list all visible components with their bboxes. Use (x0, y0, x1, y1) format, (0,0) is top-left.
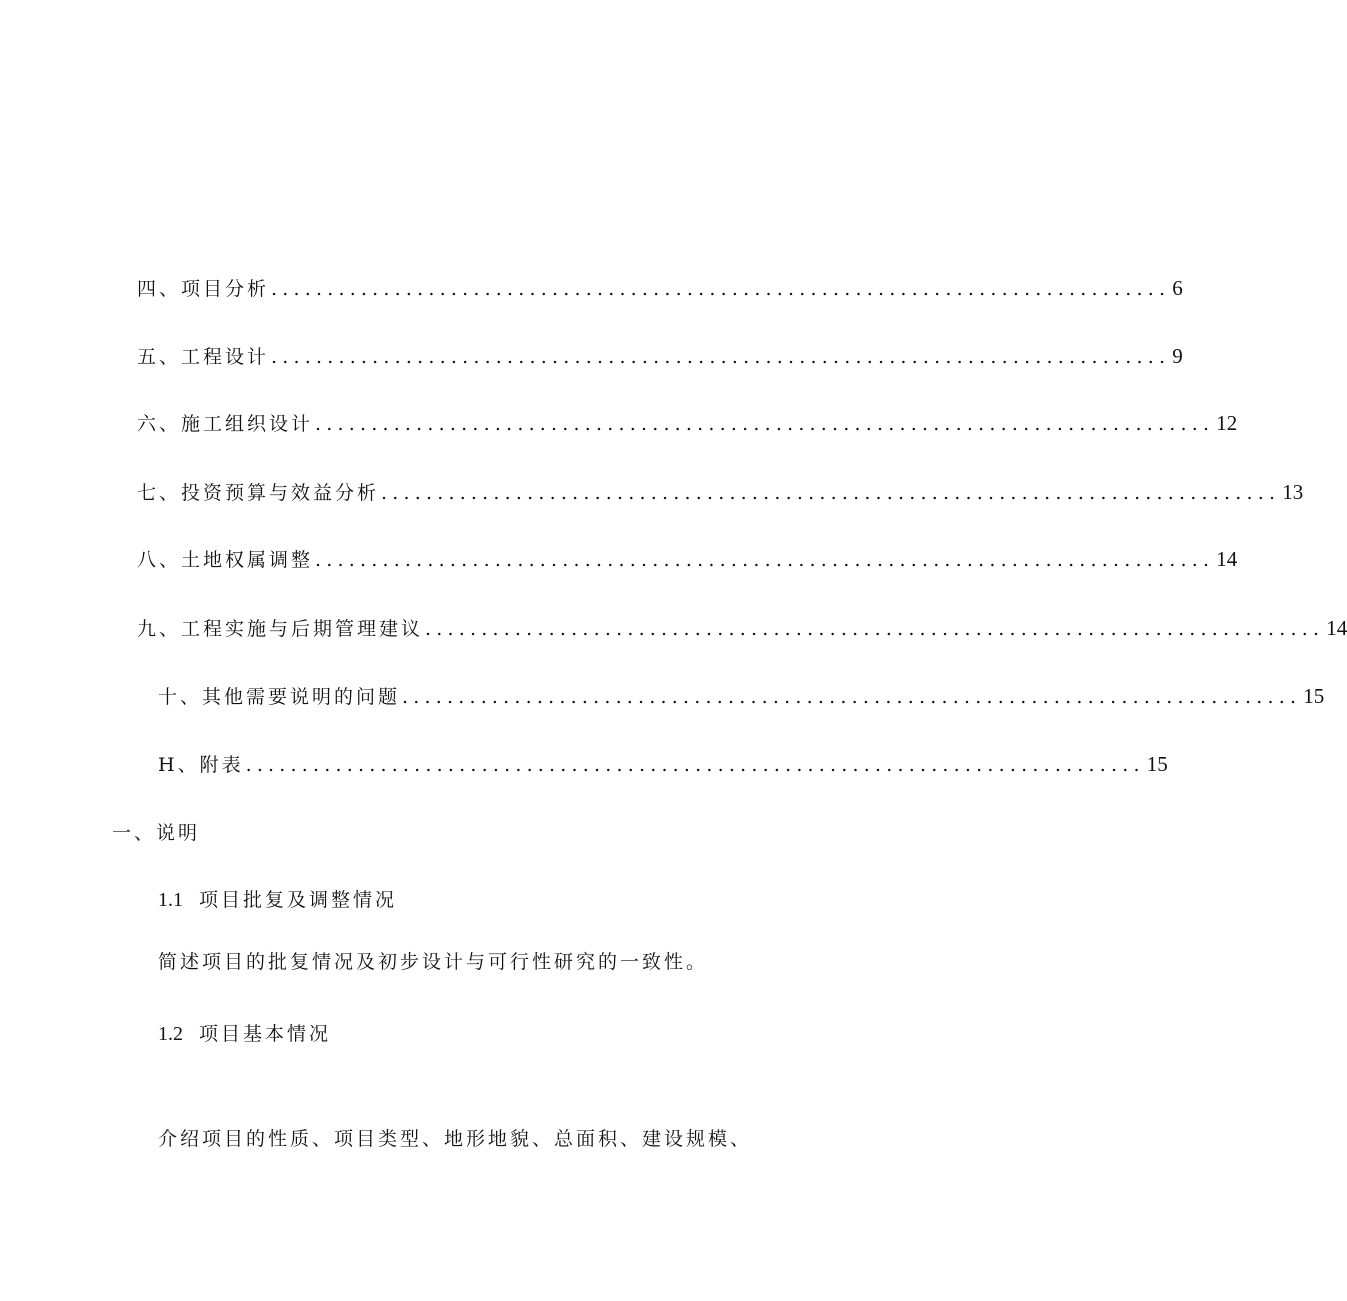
toc-dot-leader: ................................................................................ (315, 413, 1215, 435)
toc-entry-implementation-management[interactable] (137, 615, 1347, 642)
subsection-title: 项目基本情况 (199, 1023, 332, 1045)
toc-dot-leader: ................................................................................ (381, 482, 1281, 504)
subsection-title: 项目批复及调整情况 (199, 889, 398, 911)
toc-entry-investment-budget[interactable] (137, 479, 1304, 506)
toc-entry-title: 九、工程实施与后期管理建议 (137, 618, 424, 640)
toc-entry-title: 七、投资预算与效益分析 (137, 482, 380, 504)
section-heading: 一、说明 (112, 822, 201, 844)
toc-dot-leader: ................................................................................ (271, 346, 1171, 368)
toc-page-number: 14 (1216, 547, 1238, 571)
toc-entry-title: 八、土地权属调整 (137, 549, 314, 571)
toc-entry-title: 六、施工组织设计 (137, 413, 314, 435)
toc-entry-engineering-design[interactable] (137, 343, 1183, 370)
toc-page-number: 6 (1172, 276, 1183, 300)
toc-entry-title: 四、项目分析 (137, 278, 270, 300)
toc-entry-project-analysis[interactable] (137, 275, 1183, 302)
subsection-number: 1.1 (158, 889, 183, 911)
toc-entry-title: 五、工程设计 (137, 346, 270, 368)
toc-entry-construction-organization[interactable] (137, 410, 1238, 437)
toc-entry-land-ownership[interactable] (137, 546, 1238, 573)
toc-entry-other-issues[interactable] (158, 683, 1325, 710)
toc-page-number: 13 (1282, 480, 1304, 504)
toc-dot-leader: ................................................................................ (315, 549, 1215, 571)
toc-entry-title: 十、其他需要说明的问题 (158, 686, 401, 708)
subsection-number: 1.2 (158, 1023, 183, 1045)
toc-page-number: 15 (1146, 752, 1168, 776)
subsection-heading-1-2 (158, 1021, 331, 1047)
toc-page-number: 12 (1216, 411, 1238, 435)
toc-entry-title: H、附表 (158, 754, 244, 776)
toc-dot-leader: ................................................................................ (245, 754, 1145, 776)
toc-page-number: 14 (1326, 616, 1347, 640)
paragraph-project-basics: 介绍项目的性质、项目类型、地形地貌、总面积、建设规模、 (158, 1128, 753, 1150)
toc-page-number: 15 (1303, 684, 1325, 708)
toc-page-number: 9 (1172, 344, 1183, 368)
toc-dot-leader: ................................................................................ (425, 618, 1325, 640)
toc-dot-leader: ................................................................................ (402, 686, 1302, 708)
toc-entry-appendix-tables[interactable] (158, 751, 1168, 778)
paragraph-approval-summary: 简述项目的批复情况及初步设计与可行性研究的一致性。 (158, 951, 709, 973)
subsection-heading-1-1 (158, 887, 397, 913)
toc-dot-leader: ................................................................................ (271, 278, 1171, 300)
